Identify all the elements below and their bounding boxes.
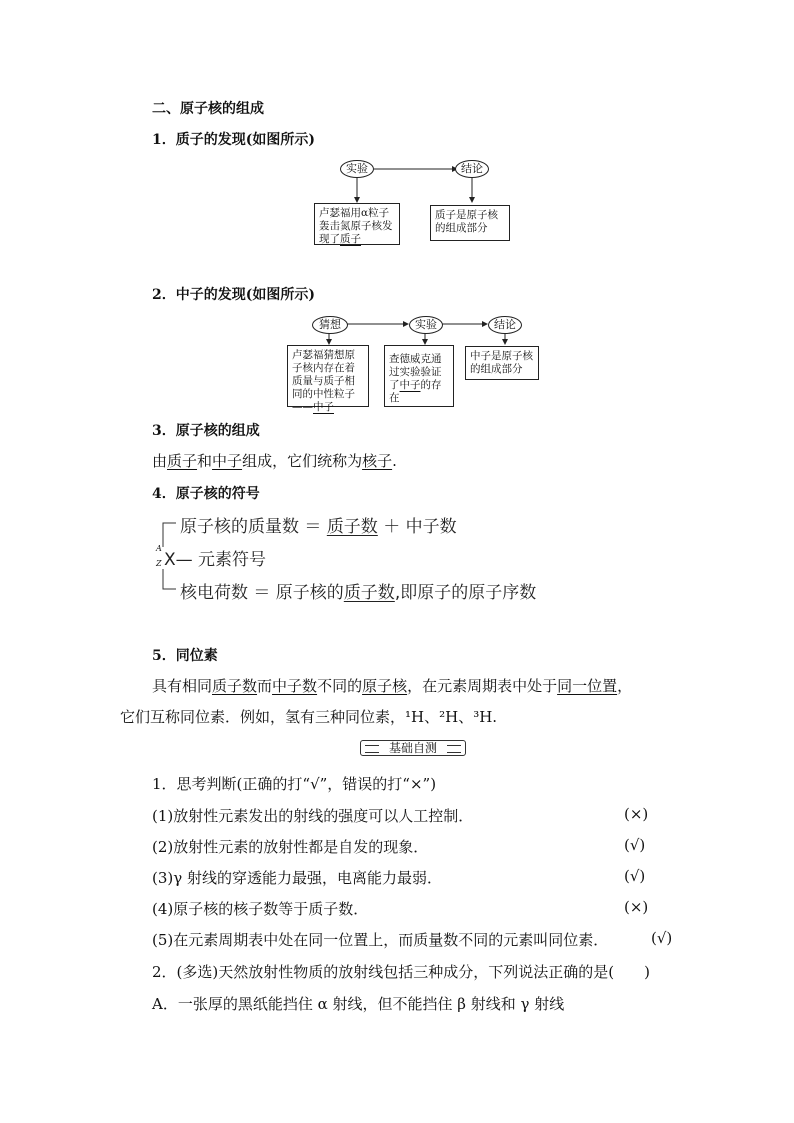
underline-nucleon: 核子 [362,452,393,470]
text: 原子核的质量数 ＝ [180,517,327,537]
q1-item-4: (4)原子核的核子数等于质子数． [152,900,369,918]
underline-proton: 质子 [167,452,198,470]
text: 具有相同 [152,677,213,695]
text: ， [617,677,633,695]
text: 不同的 [317,677,363,695]
oval-experiment-2: 实验 [409,316,443,334]
box-text: 查德威克通过实验验证了 [389,353,442,391]
oval-guess: 猜想 [312,316,348,334]
element-symbol-line: X— 元素符号 [164,550,267,570]
underline-proton-number-3: 质子数 [212,677,258,695]
q2-option-a: A．一张厚的黑纸能挡住 α 射线，但不能挡住 β 射线和 γ 射线 [152,995,565,1013]
symbol-heading: 4．原子核的符号 [152,486,260,502]
section-title: 二、原子核的组成 [152,101,264,117]
q1-item-5: (5)在元素周期表中处在同一位置上，而质量数不同的元素叫同位素． [152,931,609,949]
text: ,即原子的原子序数 [394,583,537,603]
isotope-heading: 5．同位素 [152,648,218,664]
composition-text [152,450,397,471]
q1-mark-4: (×) [624,898,649,916]
box-text: 卢瑟福用α粒子轰击氮原子核发现了 [319,207,393,245]
q1-mark-5: (√) [651,929,673,947]
proton-discovery-heading: 1．质子的发现(如图所示) [152,132,315,148]
q1-item-1: (1)放射性元素发出的射线的强度可以人工控制． [152,807,474,825]
atomic-number-label: Z [156,559,162,568]
charge-number-line [180,578,536,603]
q1-mark-1: (×) [624,805,649,823]
text: . [392,452,397,470]
underline-proton-number-2: 质子数 [343,583,395,603]
q1-mark-2: (√) [624,836,646,854]
box-underline-neutron: 中子 [313,401,334,413]
underline-proton-number: 质子数 [326,517,378,537]
text: 核电荷数 ＝ 原子核的 [180,583,344,603]
q1-item-2: (2)放射性元素的放射性都是自发的现象． [152,838,429,856]
box-underline-proton: 质子 [340,233,361,245]
text: 而 [257,677,273,695]
text: ，在元素周期表中处于 [407,677,558,695]
box-neutron-experiment [384,345,454,407]
box-neutron-guess [287,345,369,413]
oval-experiment: 实验 [340,160,374,178]
box-underline-neutron-2: 中子 [399,379,421,391]
q1-mark-3: (√) [624,867,646,885]
text: 和 [197,452,213,470]
text: ＋ 中子数 [377,517,457,537]
isotope-line-2: 它们互称同位素．例如，氢有三种同位素，¹H、²H、³H. [120,708,498,726]
underline-neutron: 中子 [212,452,243,470]
text: 由 [152,452,168,470]
mass-number-line [180,512,457,537]
underline-neutron-number: 中子数 [272,677,318,695]
oval-conclusion: 结论 [455,160,489,178]
oval-conclusion-2: 结论 [488,316,522,334]
box-text: 卢瑟福猜想原子核内存在着质量与质子相同的中性粒子—— [292,349,355,413]
underline-same-position: 同一位置 [557,677,618,695]
self-test-badge [360,740,466,756]
q1-title: 1．思考判断(正确的打“√”，错误的打“×”) [152,775,437,793]
composition-heading: 3．原子核的组成 [152,423,260,439]
q2-title: 2．(多选)天然放射性物质的放射线包括三种成分，下列说法正确的是( ) [152,963,650,981]
isotope-line-1 [152,675,632,696]
neutron-discovery-heading: 2．中子的发现(如图所示) [152,287,315,303]
text: 组成，它们统称为 [242,452,363,470]
underline-nucleus: 原子核 [362,677,408,695]
box-text-tail: 的存在 [389,379,442,404]
box-neutron-conclusion: 中子是原子核的组成部分 [465,346,539,380]
q1-item-3: (3)γ 射线的穿透能力最强，电离能力最弱． [152,869,442,887]
badge-label: 基础自测 [388,741,437,755]
box-proton-experiment [314,203,400,245]
box-proton-conclusion: 质子是原子核的组成部分 [430,205,510,241]
mass-number-label: A [156,544,162,553]
